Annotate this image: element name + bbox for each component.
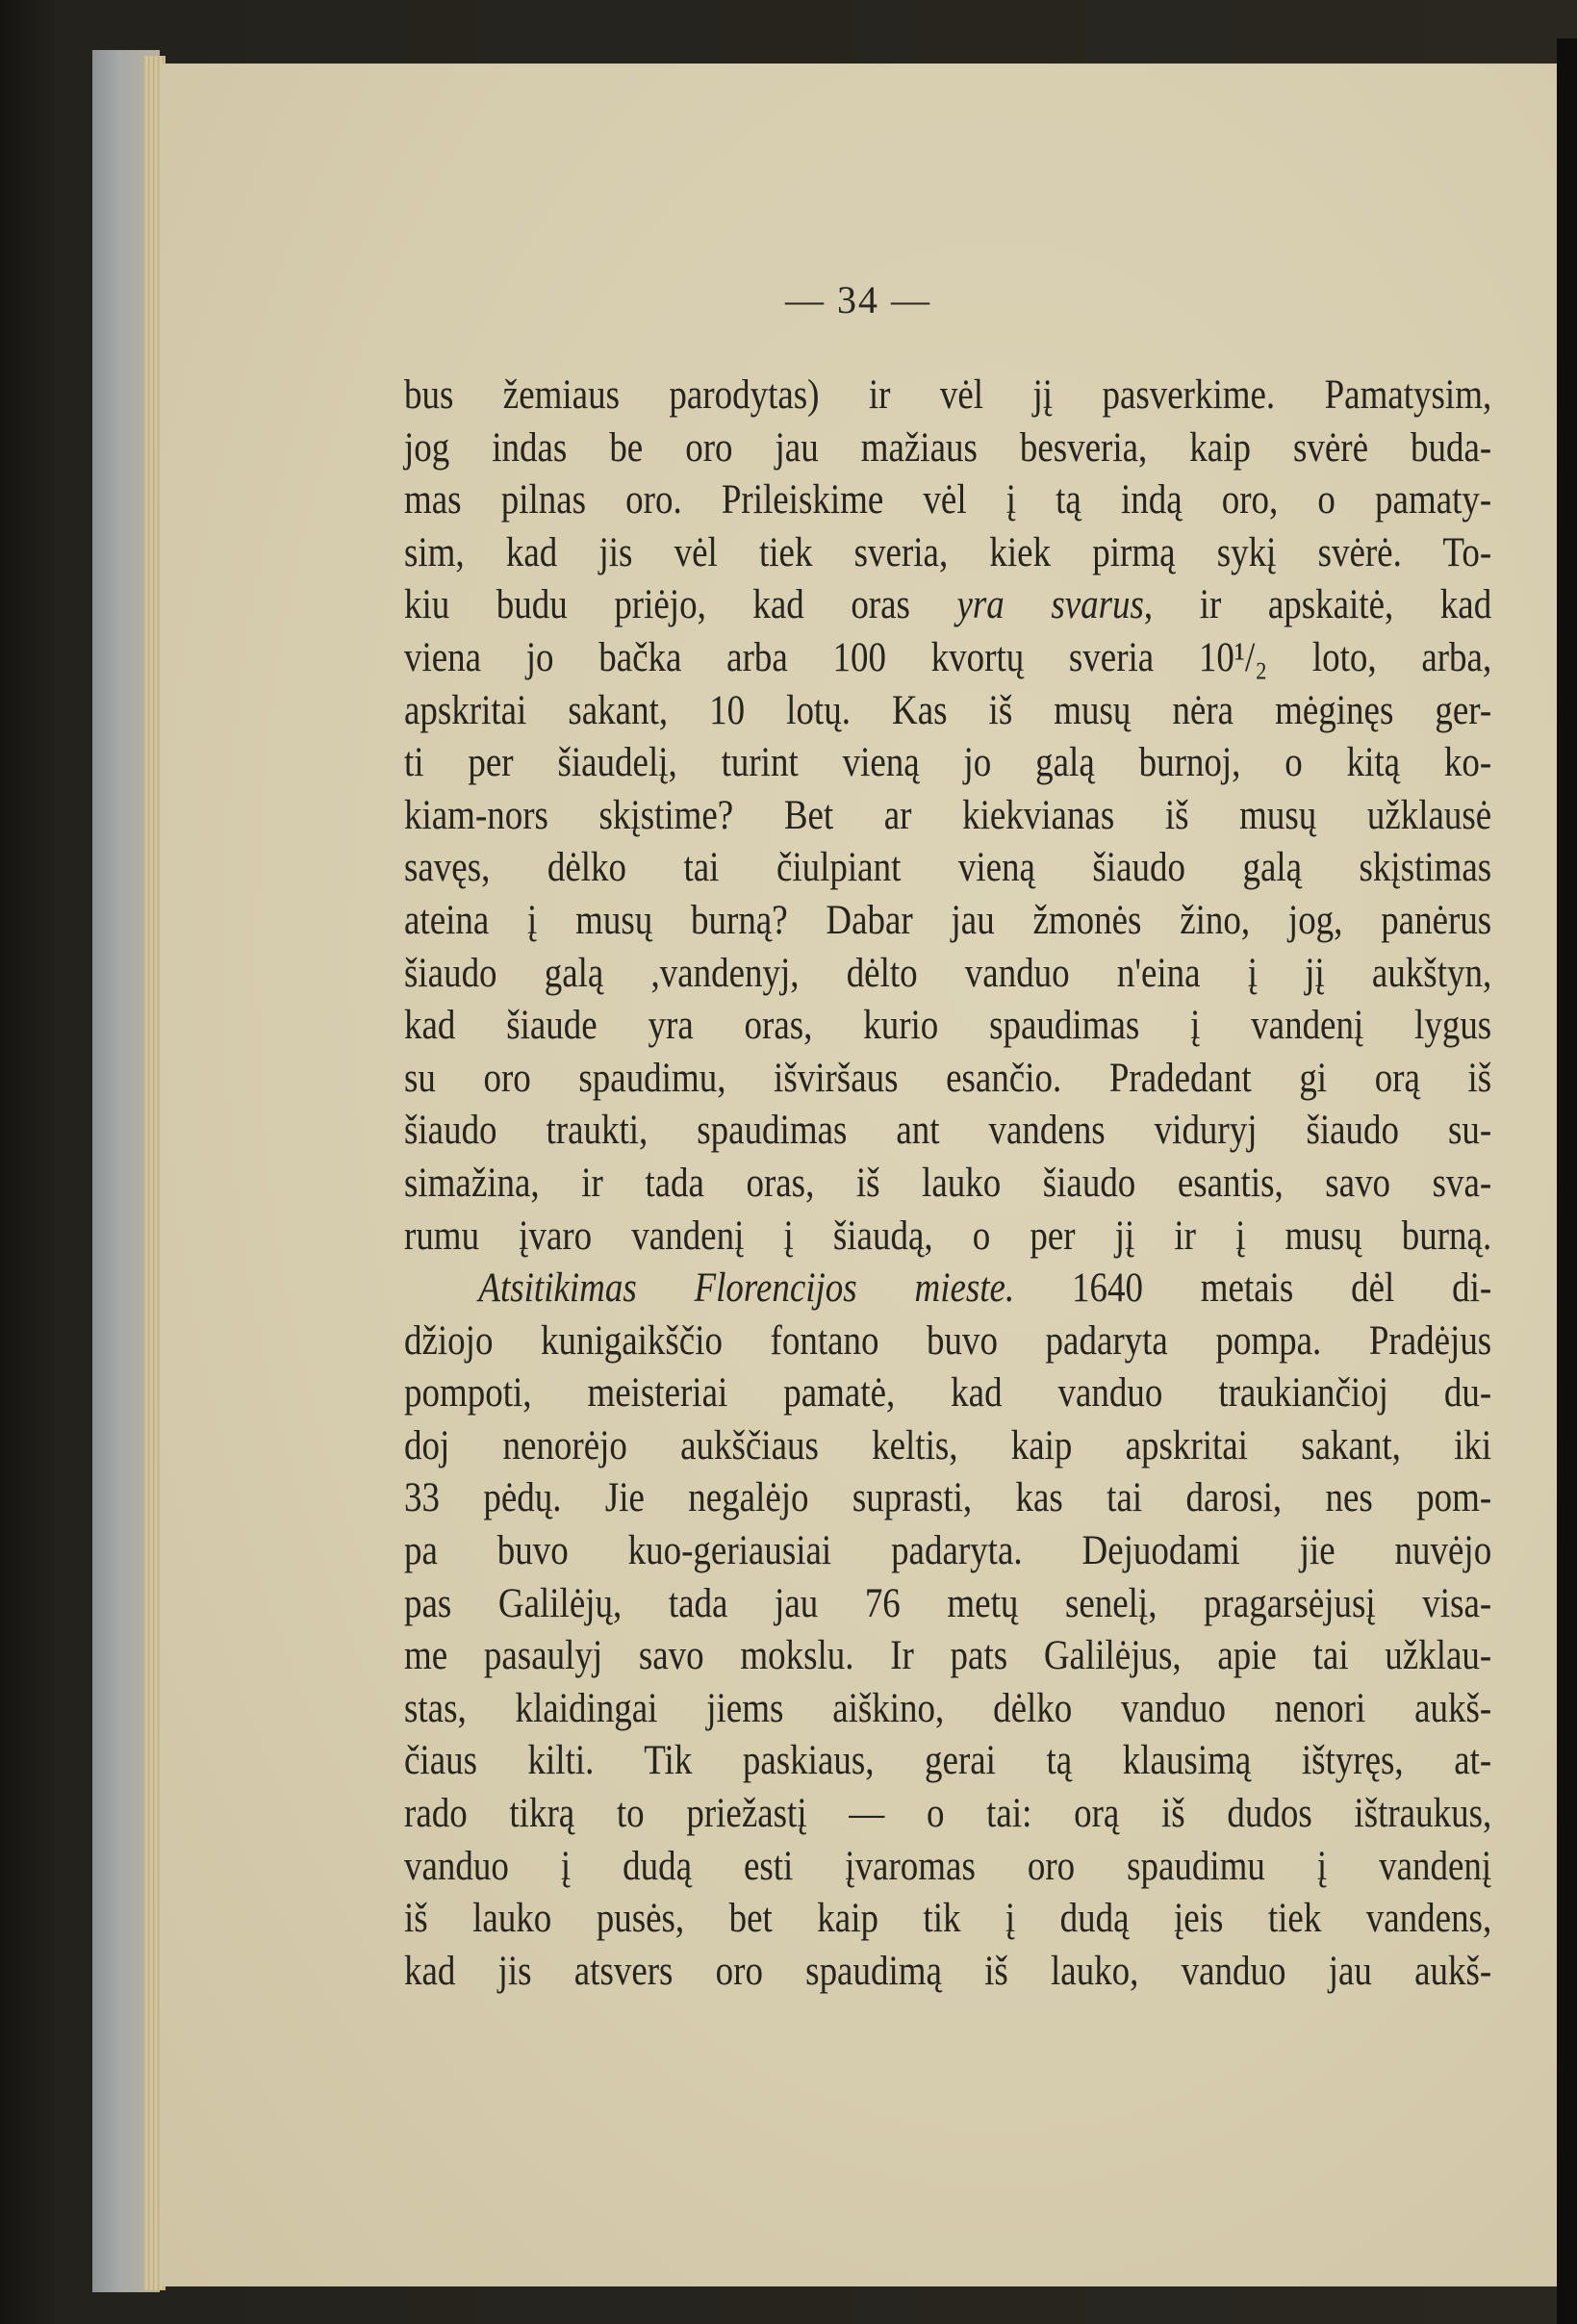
text-segment: džiojo kunigaikščio fontano buvo padaryta pompa. Pradėjus	[404, 1317, 1492, 1364]
text-segment: kad jis atsvers oro spaudimą iš lauko, vanduo jau aukš-	[404, 1948, 1492, 1994]
text-segment: 1640 metais dėl di-	[1014, 1265, 1492, 1312]
page-number: — 34 —	[785, 278, 931, 321]
text-segment: ateina į musų burną? Dabar jau žmonės žino, jog, panėrus	[404, 897, 1492, 943]
text-segment: rado tikrą to priežastį — o tai: orą iš dudos ištraukus,	[404, 1791, 1492, 1837]
text-segment: , ir apskaitė, kad	[1143, 582, 1492, 628]
text-line	[404, 1158, 1491, 1211]
text-segment: kad šiaude yra oras, kurio spaudimas į vandenį lygus	[404, 1003, 1492, 1049]
text-segment: sim, kad jis vėl tiek sveria, kiek pirmą sykį svėrė. To-	[404, 529, 1492, 575]
text-line	[404, 1263, 1491, 1315]
text-line	[404, 1578, 1491, 1631]
text-line	[404, 422, 1491, 475]
text-line	[404, 1893, 1491, 1946]
text-segment: mas pilnas oro. Prileiskime vėl į tą indą oro, o pamaty-	[404, 477, 1492, 524]
text-line	[404, 1946, 1491, 1999]
text-line	[404, 1630, 1491, 1683]
text-line	[404, 790, 1491, 843]
text-line	[404, 737, 1491, 790]
text-segment: pa buvo kuo-geriausiai padaryta. Dejuodami jie nuvėjo	[404, 1528, 1492, 1574]
text-segment: stas, klaidingai jiems aiškino, dėlko vanduo nenori aukš-	[404, 1685, 1492, 1731]
text-segment: ti per šiaudelį, turint vieną jo galą burnoj, o kitą ko-	[404, 740, 1492, 786]
text-segment: rumu įvaro vandenį į šiaudą, o per jį ir į musų burną.	[404, 1213, 1492, 1259]
text-segment: čiaus kilti. Tik paskiaus, gerai tą klausimą ištyręs, at-	[404, 1738, 1492, 1784]
text-line	[404, 895, 1491, 948]
text-line	[404, 1105, 1491, 1158]
text-segment: bus žemiaus parodytas) ir vėl jį pasverkime. Pamatysim,	[404, 372, 1492, 418]
text-segment: šiaudo traukti, spaudimas ant vandens viduryj šiaudo su-	[404, 1108, 1492, 1154]
text-line	[404, 1315, 1491, 1368]
body-text	[404, 370, 1491, 1998]
text-line	[404, 948, 1491, 1001]
text-line	[404, 1472, 1491, 1525]
text-segment: su oro spaudimu, išviršaus esančio. Pradedant gi orą iš	[404, 1055, 1492, 1101]
italic-text: Atsitikimas Florencijos mieste.	[478, 1265, 1015, 1312]
text-segment: savęs, dėlko tai čiulpiant vieną šiaudo galą skįstimas	[404, 845, 1492, 891]
text-line	[404, 1841, 1491, 1894]
text-segment: 33 pėdų. Jie negalėjo suprasti, kas tai darosi, nes pom-	[404, 1475, 1492, 1521]
book-page	[160, 64, 1557, 2286]
text-segment: kiu budu priėjo, kad oras	[404, 582, 957, 628]
text-segment: me pasaulyj savo mokslu. Ir pats Galilėjus, apie tai užklau-	[404, 1633, 1492, 1679]
text-segment: pas Galilėjų, tada jau 76 metų senelį, pragarsėjusį visa-	[404, 1580, 1492, 1626]
italic-text: yra svarus	[956, 582, 1144, 628]
text-line	[404, 474, 1491, 527]
text-line	[404, 527, 1491, 580]
text-line	[404, 1788, 1491, 1841]
text-segment: viena jo bačka arba 100 kvortų sveria 10¹/₂ loto, arba,	[404, 634, 1492, 680]
text-line	[404, 1420, 1491, 1473]
text-segment: jog indas be oro jau mažiaus besveria, kaip svėrė buda-	[404, 424, 1492, 471]
text-segment: šiaudo galą ,vandenyj, dėlto vanduo n'eina į jį aukštyn,	[404, 950, 1492, 996]
text-line	[404, 685, 1491, 738]
text-line	[404, 842, 1491, 895]
text-line	[404, 1735, 1491, 1788]
text-line	[404, 632, 1491, 685]
text-line	[404, 1525, 1491, 1578]
text-line	[404, 1211, 1491, 1264]
text-line	[404, 1000, 1491, 1053]
text-line	[404, 1683, 1491, 1736]
text-segment: apskritai sakant, 10 lotų. Kas iš musų nėra mėginęs ger-	[404, 687, 1492, 733]
text-segment: doj nenorėjo aukščiaus keltis, kaip apskritai sakant, iki	[404, 1422, 1492, 1468]
text-line	[404, 370, 1491, 422]
text-line	[404, 579, 1491, 632]
text-segment: simažina, ir tada oras, iš lauko šiaudo esantis, savo sva-	[404, 1160, 1492, 1206]
text-segment: vanduo į dudą esti įvaromas oro spaudimu į vandenį	[404, 1843, 1492, 1889]
text-segment: pompoti, meisteriai pamatė, kad vanduo traukiančioj du-	[404, 1370, 1492, 1417]
text-segment: iš lauko pusės, bet kaip tik į dudą įeis tiek vandens,	[404, 1896, 1492, 1942]
scan-right-border	[1557, 38, 1577, 2324]
text-line	[404, 1053, 1491, 1106]
text-segment: kiam-nors skįstime? Bet ar kiekvianas iš musų užklausė	[404, 792, 1492, 838]
text-line	[404, 1367, 1491, 1420]
